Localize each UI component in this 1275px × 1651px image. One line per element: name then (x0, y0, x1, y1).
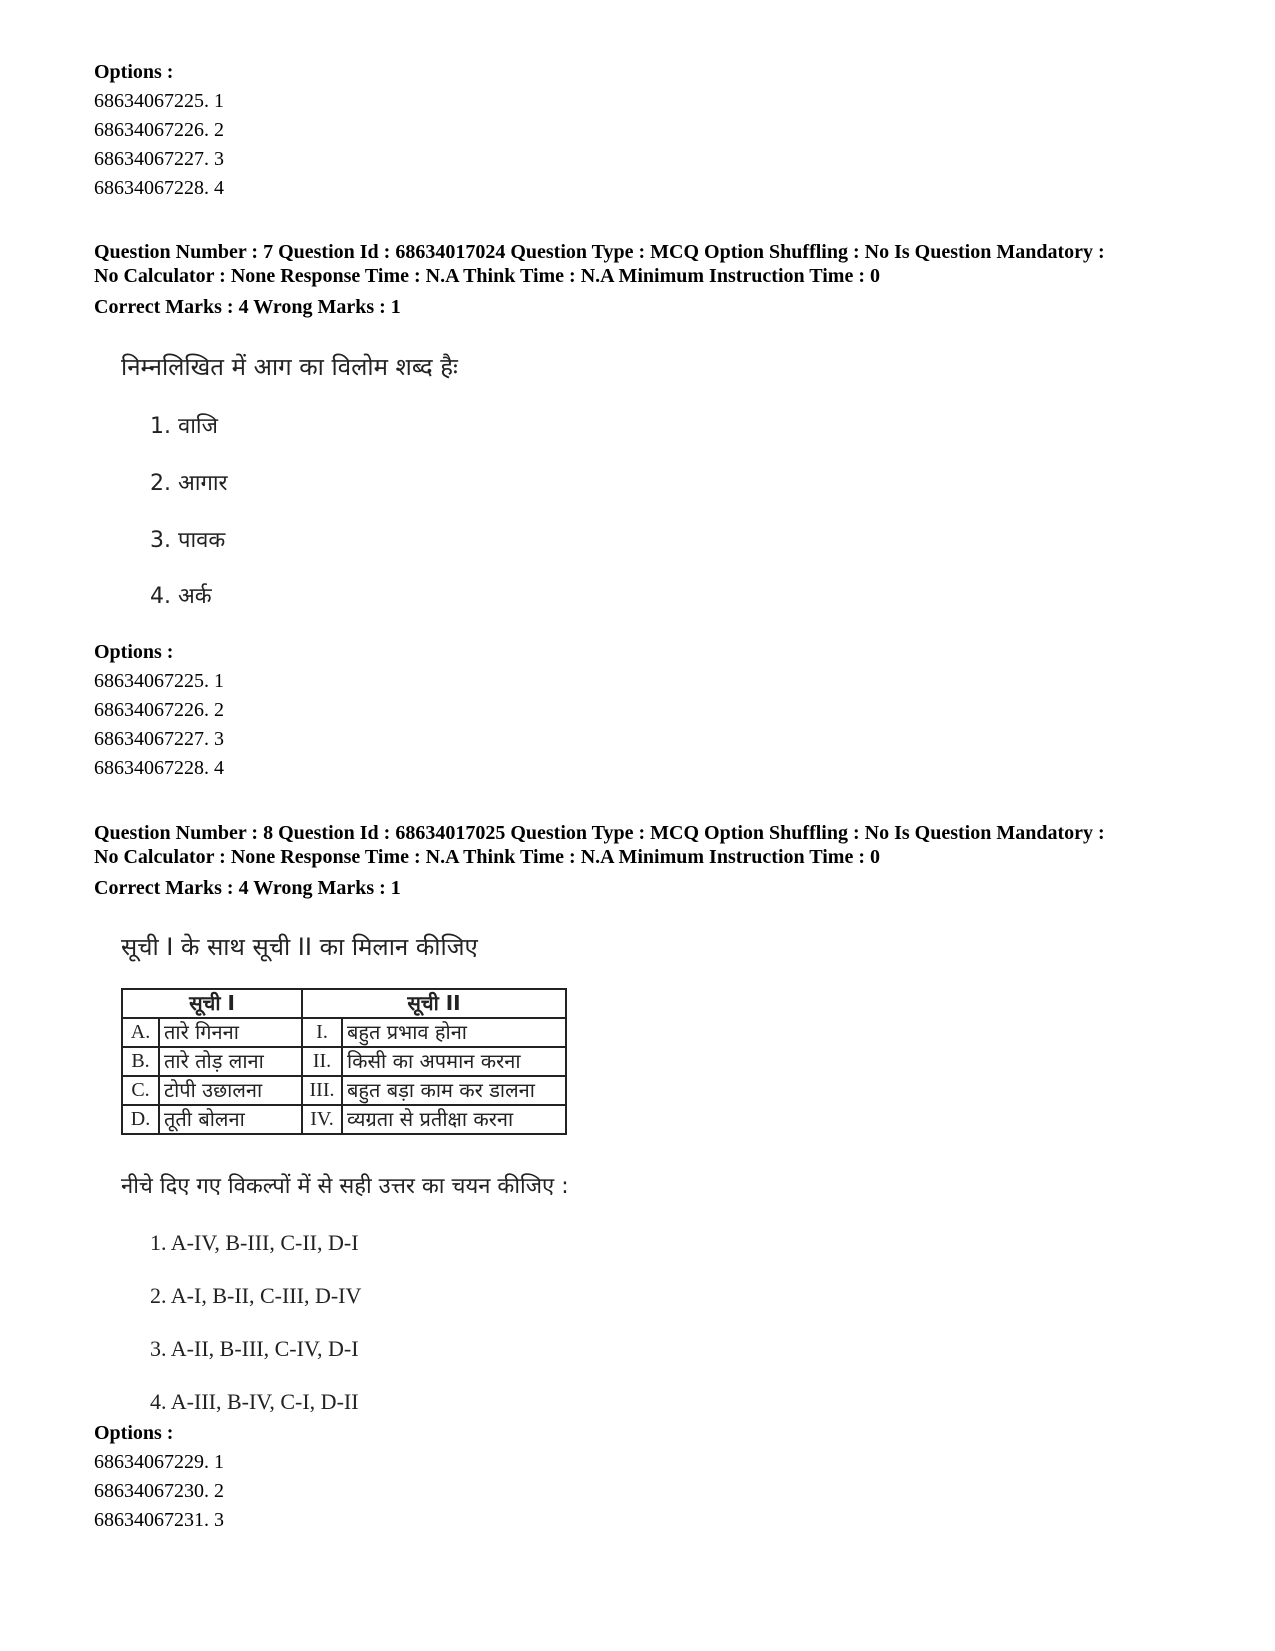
options-heading: Options : (94, 641, 174, 663)
q8-choice-3: 3. A-II, B-III, C-IV, D-I (150, 1336, 359, 1361)
option-line: 68634067231. 3 (94, 1509, 224, 1531)
q7-choice-4: 4. अर्क (150, 584, 212, 609)
list-2-key: III. (302, 1076, 342, 1105)
q8-options-block (94, 1419, 224, 1535)
list-1-key: C. (122, 1076, 159, 1105)
q7-choice-3: 3. पावक (150, 528, 226, 553)
list-1-item: टोपी उछालना (159, 1076, 302, 1105)
q7-meta-line-1: Question Number : 7 Question Id : 68634017024 Question Type : MCQ Option Shuffling : No Is Question Mandatory : (94, 241, 1105, 263)
list-2-header: सूची II (302, 989, 566, 1018)
table-row (122, 1047, 566, 1076)
q8-instruction: नीचे दिए गए विकल्पों में से सही उत्तर का चयन कीजिए : (121, 1174, 569, 1199)
q8-question-text: सूची I के साथ सूची II का मिलान कीजिए (121, 933, 478, 961)
list-1-key: A. (122, 1018, 159, 1047)
list-1-item: तारे तोड़ लाना (159, 1047, 302, 1076)
q8-question-area (121, 930, 821, 1414)
q8-choice-4: 4. A-III, B-IV, C-I, D-II (150, 1389, 359, 1414)
q7-question-text: निम्नलिखित में आग का विलोम शब्द हैः (121, 353, 458, 381)
match-table-header (122, 989, 566, 1018)
option-line: 68634067226. 2 (94, 119, 224, 141)
q7-marks: Correct Marks : 4 Wrong Marks : 1 (94, 296, 401, 318)
option-line: 68634067226. 2 (94, 699, 224, 721)
option-line: 68634067228. 4 (94, 757, 224, 779)
q8-meta-line-1: Question Number : 8 Question Id : 68634017025 Question Type : MCQ Option Shuffling : No Is Question Mandatory : (94, 822, 1105, 844)
option-line: 68634067230. 2 (94, 1480, 224, 1502)
q8-choice-1: 1. A-IV, B-III, C-II, D-I (150, 1230, 359, 1255)
list-1-item: तूती बोलना (159, 1105, 302, 1134)
q8-choice-2: 2. A-I, B-II, C-III, D-IV (150, 1283, 362, 1308)
match-table (121, 988, 567, 1135)
list-2-key: I. (302, 1018, 342, 1047)
prev-options-block (94, 58, 224, 203)
list-2-item: व्यग्रता से प्रतीक्षा करना (342, 1105, 566, 1134)
q8-meta-line-2: No Calculator : None Response Time : N.A Think Time : N.A Minimum Instruction Time : 0 (94, 846, 880, 868)
q7-meta (94, 240, 1105, 288)
options-heading: Options : (94, 61, 174, 83)
option-line: 68634067225. 1 (94, 670, 224, 692)
q7-meta-line-2: No Calculator : None Response Time : N.A Think Time : N.A Minimum Instruction Time : 0 (94, 265, 880, 287)
option-line: 68634067227. 3 (94, 728, 224, 750)
q7-choice-1: 1. वाजि (150, 414, 218, 439)
table-row (122, 1018, 566, 1047)
list-2-key: II. (302, 1047, 342, 1076)
table-row (122, 1105, 566, 1134)
list-1-key: B. (122, 1047, 159, 1076)
list-2-item: बहुत बड़ा काम कर डालना (342, 1076, 566, 1105)
table-row (122, 1076, 566, 1105)
option-line: 68634067228. 4 (94, 177, 224, 199)
q7-choice-2: 2. आगार (150, 471, 228, 496)
q8-meta (94, 821, 1105, 869)
list-2-key: IV. (302, 1105, 342, 1134)
option-line: 68634067225. 1 (94, 90, 224, 112)
options-heading: Options : (94, 1422, 174, 1444)
q7-options-block (94, 638, 224, 783)
list-1-key: D. (122, 1105, 159, 1134)
q7-question-area (121, 350, 721, 620)
list-1-header: सूची I (122, 989, 302, 1018)
list-2-item: किसी का अपमान करना (342, 1047, 566, 1076)
q8-marks: Correct Marks : 4 Wrong Marks : 1 (94, 877, 401, 899)
option-line: 68634067227. 3 (94, 148, 224, 170)
option-line: 68634067229. 1 (94, 1451, 224, 1473)
list-1-item: तारे गिनना (159, 1018, 302, 1047)
list-2-item: बहुत प्रभाव होना (342, 1018, 566, 1047)
